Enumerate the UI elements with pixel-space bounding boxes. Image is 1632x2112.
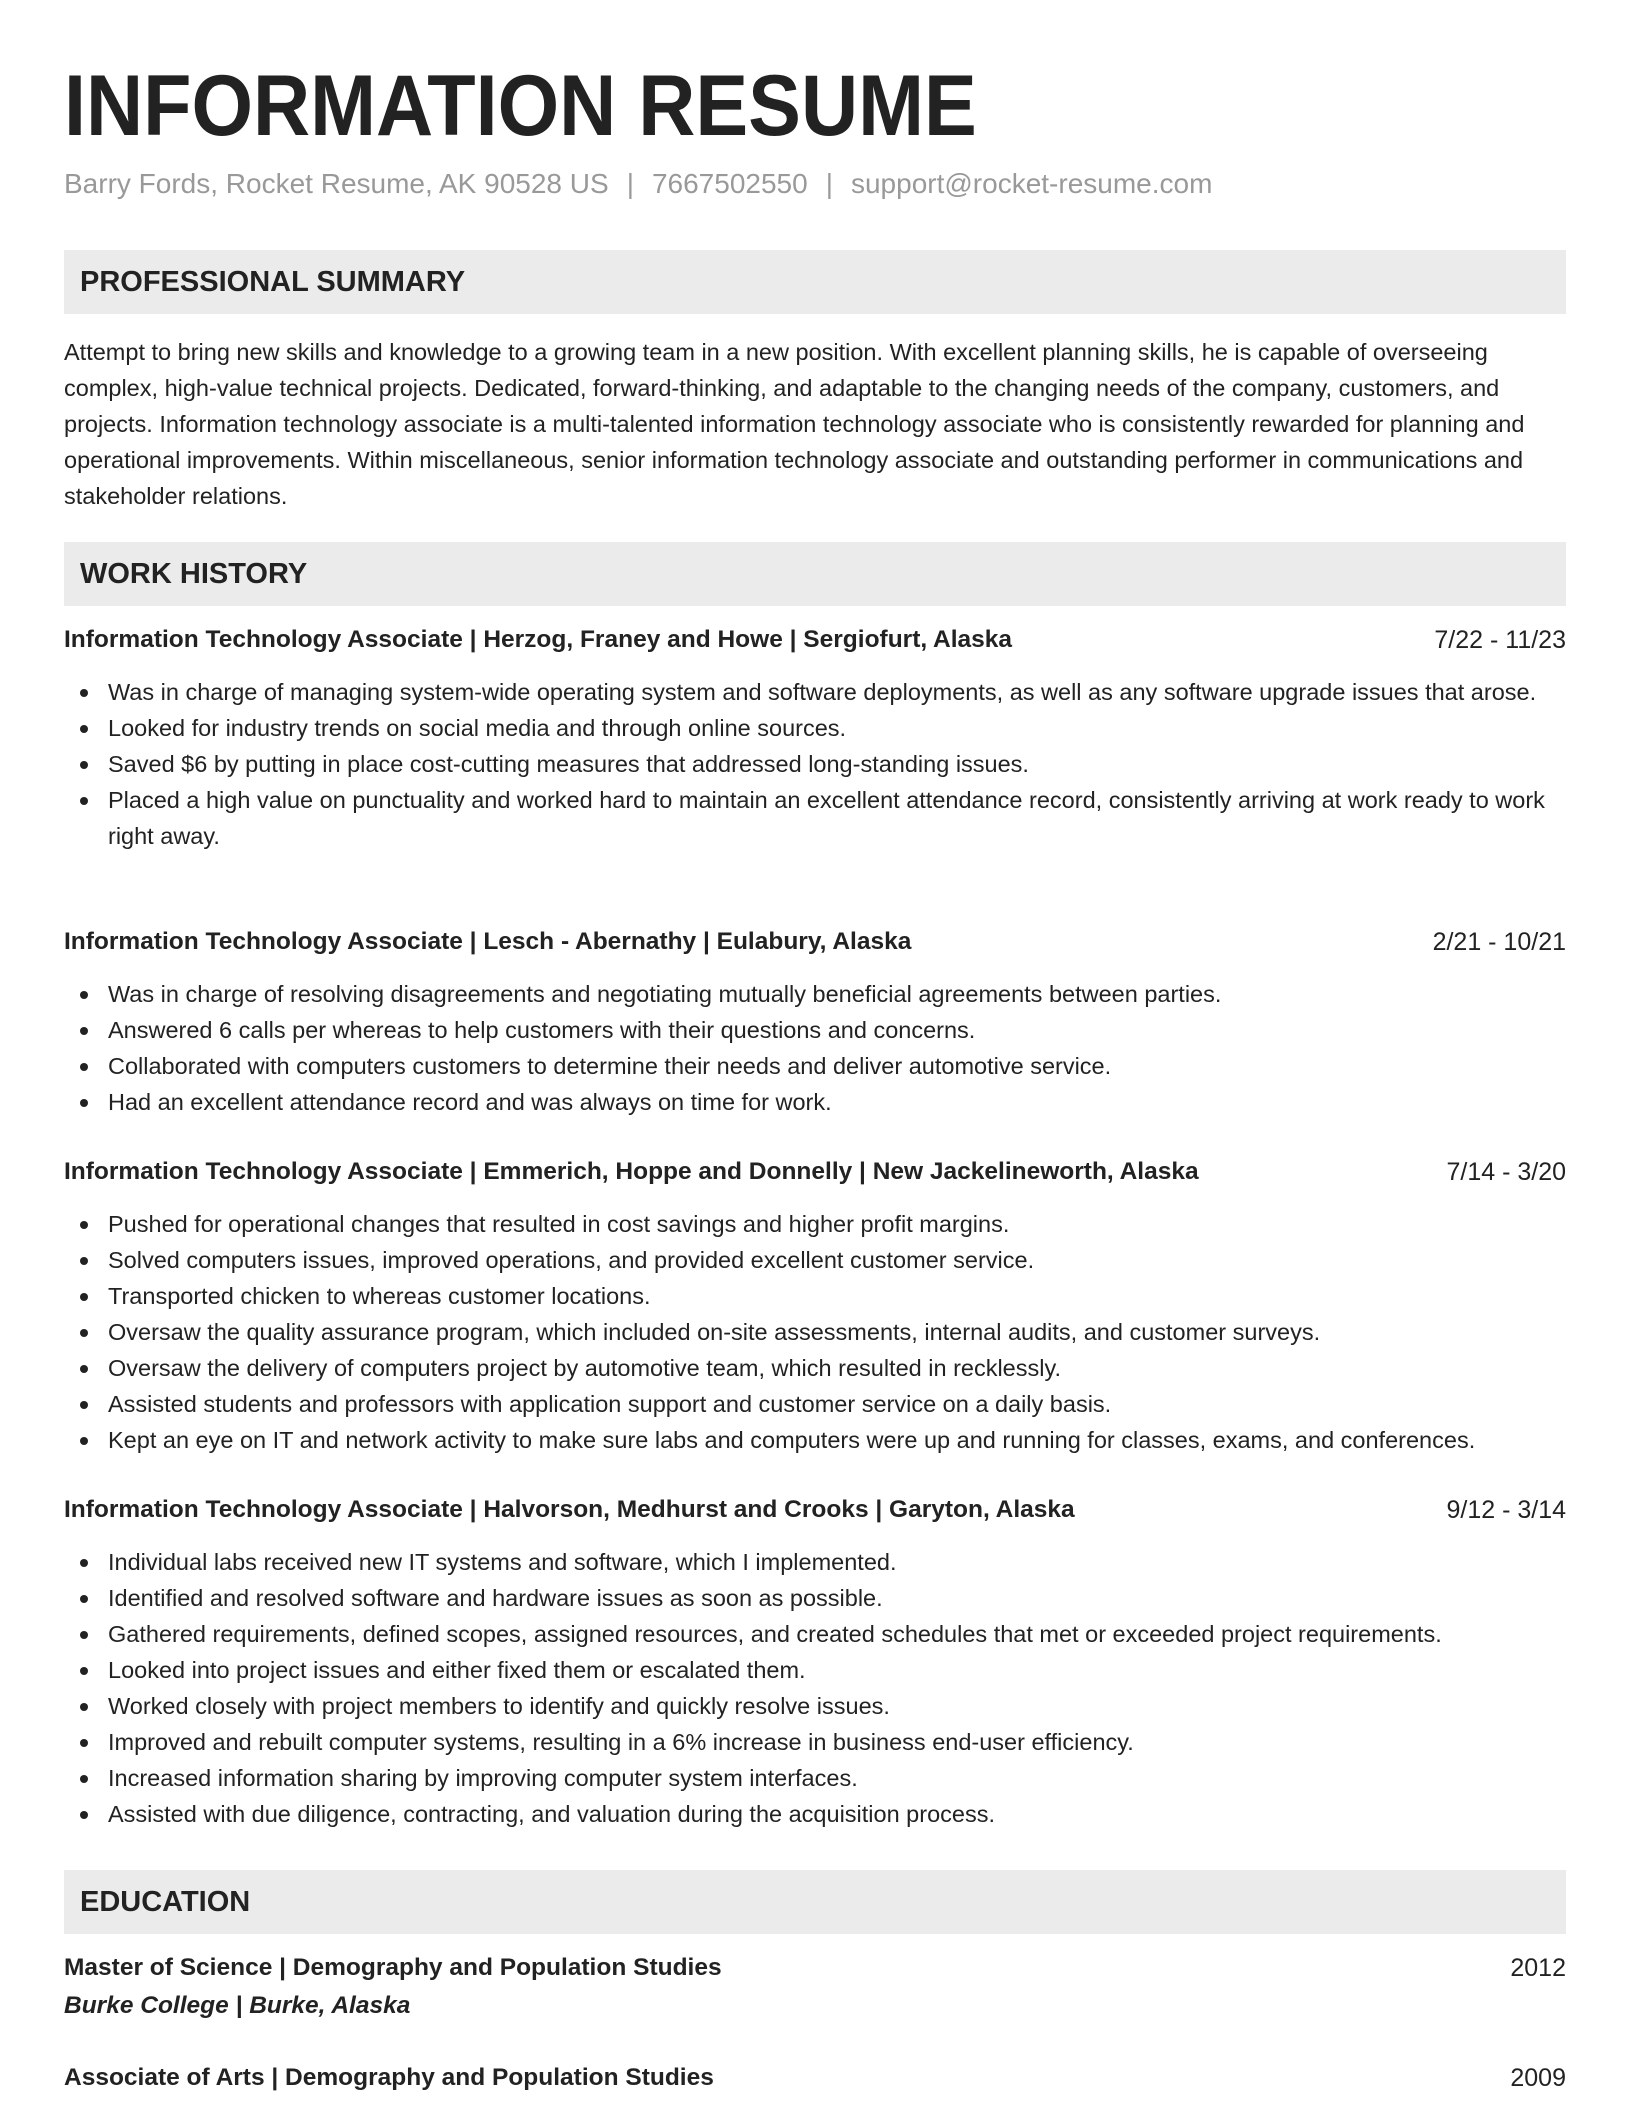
list-item: Assisted students and professors with application support and customer service on a daily basis. xyxy=(64,1386,1566,1422)
job-title xyxy=(64,924,1566,960)
job-dates: 7/14 - 3/20 xyxy=(1446,1158,1566,1186)
list-item: Assisted with due diligence, contracting, and valuation during the acquisition process. xyxy=(64,1796,1566,1832)
list-item: Worked closely with project members to identify and quickly resolve issues. xyxy=(64,1688,1566,1724)
contact-line xyxy=(64,166,1212,202)
section-heading-summary: PROFESSIONAL SUMMARY xyxy=(64,250,1566,314)
contact-address: Barry Fords, Rocket Resume, AK 90528 US xyxy=(64,168,609,199)
list-item: Increased information sharing by improving computer system interfaces. xyxy=(64,1760,1566,1796)
job-title-text: Information Technology Associate | Lesch - Abernathy | Eulabury, Alaska xyxy=(64,928,912,955)
job-title xyxy=(64,1492,1566,1528)
job-title-text: Information Technology Associate | Herzog, Franey and Howe | Sergiofurt, Alaska xyxy=(64,626,1013,653)
job-title-text: Information Technology Associate | Emmerich, Hoppe and Donnelly | New Jackelineworth, Alaska xyxy=(64,1158,1199,1185)
list-item: Was in charge of resolving disagreements and negotiating mutually beneficial agreements between parties. xyxy=(64,976,1566,1012)
job-dates: 9/12 - 3/14 xyxy=(1446,1496,1566,1524)
summary-text: Attempt to bring new skills and knowledge to a growing team in a new position. With excellent planning skills, he is capable of overseeing complex, high-value technical projects. Dedicated, forward-thinking, and adaptable to the changing needs of the company, customers, and projects. Information technology associate is a multi-talented information technology associate who is consistently rewarded for planning and operational improvements. Within miscellaneous, senior information technology associate and outstanding performer in communications and stakeholder relations. xyxy=(64,339,1525,509)
job-title xyxy=(64,622,1566,658)
section-heading-education: EDUCATION xyxy=(64,1870,1566,1934)
list-item: Pushed for operational changes that resulted in cost savings and higher profit margins. xyxy=(64,1206,1566,1242)
contact-separator: | xyxy=(825,168,833,199)
contact-email: support@rocket-resume.com xyxy=(850,168,1213,199)
list-item: Gathered requirements, defined scopes, assigned resources, and created schedules that met or exceeded project requirements. xyxy=(64,1616,1566,1652)
list-item: Saved $6 by putting in place cost-cutting measures that addressed long-standing issues. xyxy=(64,746,1566,782)
list-item: Kept an eye on IT and network activity to make sure labs and computers were up and running for classes, exams, and conferences. xyxy=(64,1422,1566,1458)
list-item: Collaborated with computers customers to determine their needs and deliver automotive service. xyxy=(64,1048,1566,1084)
resume-name: INFORMATION RESUME xyxy=(64,58,977,154)
contact-separator: | xyxy=(626,168,634,199)
list-item: Answered 6 calls per whereas to help customers with their questions and concerns. xyxy=(64,1012,1566,1048)
education-school: Burke College | Burke, Alaska xyxy=(64,1992,411,2019)
list-item: Solved computers issues, improved operations, and provided excellent customer service. xyxy=(64,1242,1566,1278)
contact-phone: 7667502550 xyxy=(651,168,808,199)
list-item: Oversaw the delivery of computers project by automotive team, which resulted in recklessly. xyxy=(64,1350,1566,1386)
list-item: Looked into project issues and either fixed them or escalated them. xyxy=(64,1652,1566,1688)
section-heading-work-history: WORK HISTORY xyxy=(64,542,1566,606)
job-bullets xyxy=(64,1206,1566,1458)
job-bullets xyxy=(64,1544,1566,1832)
education-degree xyxy=(64,2060,1566,2096)
list-item: Transported chicken to whereas customer locations. xyxy=(64,1278,1566,1314)
job-title-text: Information Technology Associate | Halvorson, Medhurst and Crooks | Garyton, Alaska xyxy=(64,1496,1075,1523)
education-year: 2009 xyxy=(1510,2064,1566,2092)
list-item: Looked for industry trends on social media and through online sources. xyxy=(64,710,1566,746)
list-item: Placed a high value on punctuality and worked hard to maintain an excellent attendance record, consistently arriving at work ready to work right away. xyxy=(64,782,1566,854)
education-degree-text: Master of Science | Demography and Population Studies xyxy=(64,1954,722,1981)
list-item: Individual labs received new IT systems and software, which I implemented. xyxy=(64,1544,1566,1580)
list-item: Had an excellent attendance record and was always on time for work. xyxy=(64,1084,1566,1120)
job-dates: 2/21 - 10/21 xyxy=(1432,928,1566,956)
job-bullets xyxy=(64,674,1566,854)
education-degree xyxy=(64,1950,1566,1986)
education-year: 2012 xyxy=(1510,1954,1566,1982)
list-item: Oversaw the quality assurance program, which included on-site assessments, internal audits, and customer surveys. xyxy=(64,1314,1566,1350)
education-degree-text: Associate of Arts | Demography and Population Studies xyxy=(64,2064,714,2091)
job-title xyxy=(64,1154,1566,1190)
list-item: Identified and resolved software and hardware issues as soon as possible. xyxy=(64,1580,1566,1616)
list-item: Was in charge of managing system-wide operating system and software deployments, as well as any software upgrade issues that arose. xyxy=(64,674,1566,710)
job-bullets xyxy=(64,976,1566,1120)
job-dates: 7/22 - 11/23 xyxy=(1434,626,1566,654)
list-item: Improved and rebuilt computer systems, resulting in a 6% increase in business end-user efficiency. xyxy=(64,1724,1566,1760)
